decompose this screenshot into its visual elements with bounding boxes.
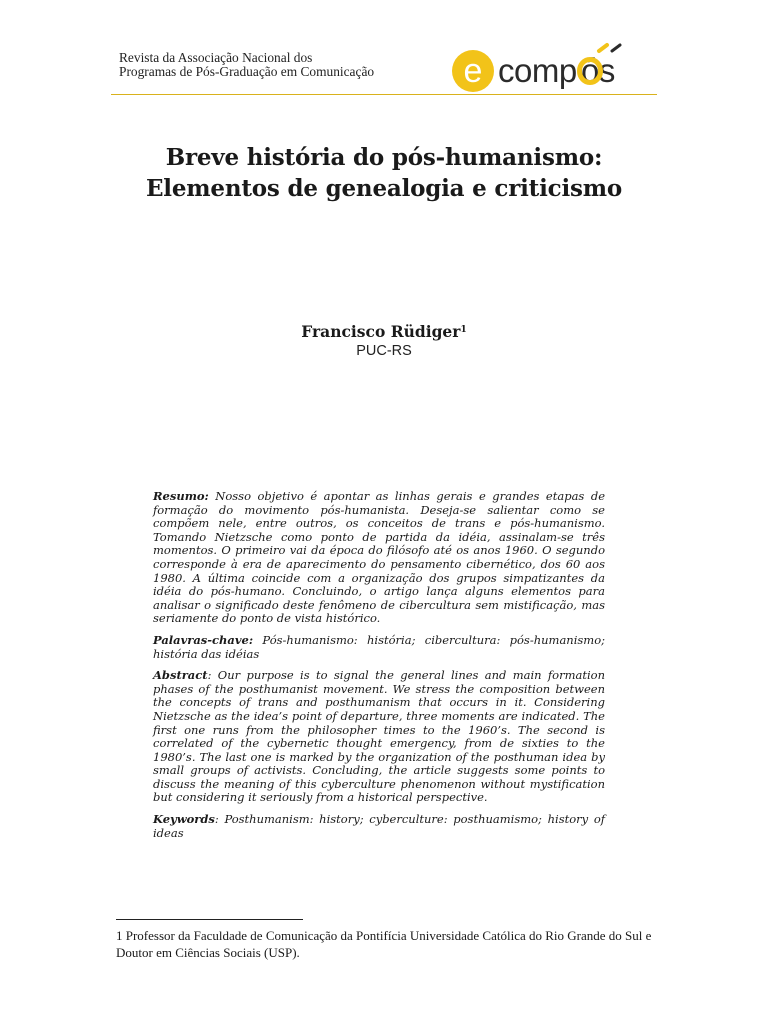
author-affiliation: PUC-RS [356, 343, 412, 359]
footnote-rule [116, 919, 303, 920]
article-title [0, 142, 768, 204]
abstract-text: : Our purpose is to signal the general lines and main formation phases of the posthumanist movement. We stress the composition between the concepts of trans and posthumanism that occurs in it. Considering Nietzsche as the idea’s point of departure, three moments are indicated. The first one runs from the philosopher times to the 1960’s. The second is correlated of the cybernetic thought emergency, from de sixties to the 1980’s. The last one is marked by the organization of the posthuman idea by small groups of activists. Concluding, the article suggests some points to discuss the meaning of this cyberculture phenomenon without mystification but considering it seriously from a historical perspective. [153, 668, 605, 805]
article-title-line-2: Elementos de genealogia e criticismo [145, 175, 623, 202]
journal-name-line-2: Programas de Pós-Graduação em Comunicação [119, 64, 375, 79]
logo-mark: e [463, 52, 483, 90]
compos-logo-graphic [449, 42, 649, 92]
abstract-paragraph [153, 669, 605, 805]
resumo-paragraph [153, 490, 605, 626]
journal-name [119, 51, 374, 79]
palavras-chave-text: Pós-humanismo: história; cibercultura: pós-humanismo; história das idéias [153, 632, 605, 661]
author-footnote-mark[interactable]: 1 [460, 325, 467, 335]
abstract-label: Abstract [153, 668, 208, 683]
author-block [0, 322, 768, 360]
abstract-block [153, 490, 605, 848]
logo-wordmark-b: ós [581, 52, 615, 89]
article-title-line-1: Breve história do pós-humanismo: [165, 144, 603, 171]
logo-accent-mark-icon [599, 45, 607, 51]
page-header [111, 40, 657, 95]
palavras-chave-paragraph [153, 634, 605, 661]
keywords-label: Keywords [153, 812, 215, 827]
logo-acute-mark-icon [612, 45, 620, 51]
footnote: 1 Professor da Faculdade de Comunicação da Pontifícia Universidade Católica do Rio Grande do Sul e Doutor em Ciências Sociais (USP). [116, 928, 652, 960]
author-name-line [0, 322, 768, 342]
resumo-text: Nosso objetivo é apontar as linhas gerais e grandes etapas de formação do movimento pós-humanista. Deseja-se salientar como se compõem nele, entre outros, os conceitos de trans e pós-humanismo. Tomando Nietzsche como ponto de partida da idéia, assinalam-se três momentos. O primeiro vai da época do filósofo até os anos 1960. O segundo corresponde à era de aparecimento do pensamento cibernético, dos 60 aos 1980. A última coincide com a organização dos grupos simpatizantes da idéia do pós-humano. Concluindo, o artigo lança alguns elementos para analisar o significado deste fenômeno de cibercultura sem mistificação, mas seriamente do ponto de vista histórico. [153, 489, 605, 626]
resumo-label: Resumo: [153, 489, 209, 503]
logo-wordmark-a: comp [498, 52, 577, 89]
author-name: Francisco Rüdiger [301, 322, 461, 341]
palavras-chave-label: Palavras-chave: [153, 632, 254, 647]
keywords-paragraph [153, 813, 605, 840]
journal-name-line-1: Revista da Associação Nacional dos [119, 50, 313, 65]
compos-logo [449, 42, 649, 92]
keywords-text: : Posthumanism: history; cyberculture: posthuamismo; history of ideas [153, 812, 605, 840]
